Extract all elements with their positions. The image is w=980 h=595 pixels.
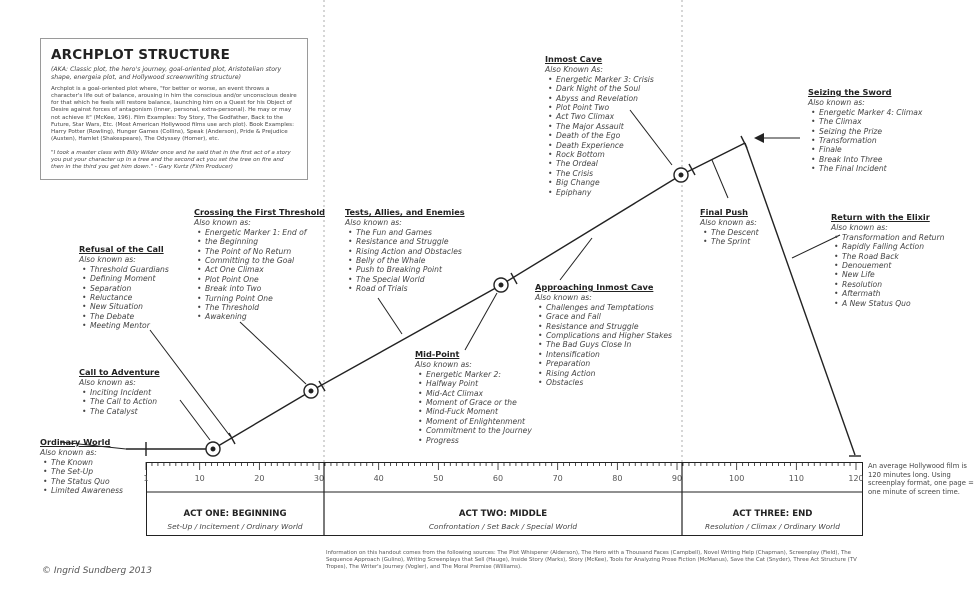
stage-aka-item: • Energetic Marker 4: Climax: [808, 108, 922, 117]
intro-body: Archplot is a goal-oriented plot where, "for better or worse, an event throws a character's life out of balance, arousing in him the conscious and/or unconscious desire for that which he feels will restore balance, launching him on a Quest for his Object of Desire against forces of antagonism (inner, personal, extra-personal). He may or may not achieve it" (McKee, 196). Film Examples: Toy Story, The Godfather, Back to the Future, Star Wars, Etc. (Most American Hollywood films use arch plot). Book Examples: Harry Potter (Rowling), Hunger Games (Collins), Speak (Anderson), Pride & Prejudice (Austen), Hamlet (Shakespeare), The Odyssey (Homer), etc.: [51, 85, 297, 143]
stage-aka-item: • Defining Moment: [79, 274, 169, 283]
axis-tick-label: 50: [433, 474, 444, 483]
act-two-subtitle: Confrontation / Set Back / Special World: [428, 522, 578, 531]
stage-aka-list: [194, 228, 325, 322]
stage-aka-item: • Resistance and Struggle: [345, 237, 465, 246]
stage-aka-item: • New Life: [831, 270, 944, 279]
axis-tick-label: 20: [254, 474, 265, 483]
stage-aka-item: • The Threshold: [194, 303, 325, 312]
stage-aka-item: • Transformation and Return: [831, 233, 944, 242]
stage-aka-item: • Limited Awareness: [40, 486, 123, 495]
stage-aka-item: • Road of Trials: [345, 284, 465, 293]
stage-aka-item: • Plot Point One: [194, 275, 325, 284]
stage-aka-item: • Inciting Incident: [79, 388, 160, 397]
copyright: © Ingrid Sundberg 2013: [42, 566, 152, 576]
stage-approaching-inmost-cave: [535, 283, 672, 387]
leader-call: [180, 400, 210, 440]
stage-aka-item: • Obstacles: [535, 378, 672, 387]
stage-aka-label: Also known as:: [40, 448, 97, 458]
stage-aka-item: • Epiphany: [545, 188, 654, 197]
stage-aka-label: Also known as:: [535, 293, 592, 303]
stage-aka-list: [79, 265, 169, 331]
stage-aka-label: Also known as:: [700, 218, 757, 228]
stage-aka-item: • The Debate: [79, 312, 169, 321]
stage-aka-list: [700, 228, 759, 247]
act-one-title: ACT ONE: BEGINNING: [183, 509, 287, 519]
stage-aka-item: • Dark Night of the Soul: [545, 84, 654, 93]
stage-aka-list: [345, 228, 465, 294]
stage-title: Ordinary World: [40, 437, 111, 447]
stage-title: Approaching Inmost Cave: [535, 282, 654, 292]
stage-aka-item: • Mid-Act Climax: [415, 389, 532, 398]
stage-title: Mid-Point: [415, 349, 460, 359]
stage-aka-item: • The Set-Up: [40, 467, 123, 476]
stage-aka-list: [535, 303, 672, 388]
stage-aka-item: • The Ordeal: [545, 159, 654, 168]
stage-aka-item: • The Bad Guys Close In: [535, 340, 672, 349]
axis-tick-label: 110: [788, 474, 804, 483]
act-three-title: ACT THREE: END: [732, 509, 813, 519]
plot-tick: [689, 164, 695, 175]
stage-aka-item: • Death of the Ego: [545, 131, 654, 140]
stage-aka-item: • The Known: [40, 458, 123, 467]
leader-final-push: [712, 160, 728, 198]
stage-aka-item: • Resistance and Struggle: [535, 322, 672, 331]
stage-aka-item: • Transformation: [808, 136, 922, 145]
stage-title: Seizing the Sword: [808, 87, 892, 97]
stage-aka-item: • The Road Back: [831, 252, 944, 261]
axis-tick-label: 120: [848, 474, 864, 483]
stage-aka-item: • Progress: [415, 436, 532, 445]
stage-aka-list: [415, 370, 532, 445]
plot-line-act-one: [213, 391, 311, 449]
leader-threshold: [240, 322, 306, 384]
stage-aka-item: • Rising Action and Obstacles: [345, 247, 465, 256]
axis-tick-label: 10: [194, 474, 205, 483]
stage-aka-item: • Separation: [79, 284, 169, 293]
stage-aka-item: • Abyss and Revelation: [545, 94, 654, 103]
stage-aka-list: [808, 108, 922, 174]
stage-aka-item: • Commitment to the Journey: [415, 426, 532, 435]
stage-aka-item: • Awakening: [194, 312, 325, 321]
leader-midpoint: [465, 293, 497, 350]
stage-aka-item: • Rock Bottom: [545, 150, 654, 159]
stage-aka-item: • Halfway Point: [415, 379, 532, 388]
stage-title: Final Push: [700, 207, 748, 217]
stage-aka-item: • the Beginning: [194, 237, 325, 246]
stage-aka-list: [831, 233, 944, 308]
stage-aka-item: • Act One Climax: [194, 265, 325, 274]
axis-tick-label: 60: [492, 474, 504, 483]
stage-aka-label: Also known as:: [345, 218, 402, 228]
stage-aka-item: • Meeting Mentor: [79, 321, 169, 330]
stage-aka-item: • The Point of No Return: [194, 247, 325, 256]
stage-title: Inmost Cave: [545, 54, 603, 64]
stage-aka-item: • Energetic Marker 1: End of: [194, 228, 325, 237]
stage-aka-item: • Rapidly Falling Action: [831, 242, 944, 251]
stage-aka-item: • The Climax: [808, 117, 922, 126]
stage-aka-label: Also known as:: [194, 218, 251, 228]
act-three-subtitle: Resolution / Climax / Ordinary World: [705, 522, 840, 531]
stage-aka-label: Also known as:: [831, 223, 888, 233]
stage-mid-point: [415, 350, 532, 445]
stage-aka-item: • Resolution: [831, 280, 944, 289]
intro-title: ARCHPLOT STRUCTURE: [51, 47, 231, 63]
stage-aka-item: • Grace and Fall: [535, 312, 672, 321]
stage-aka-label: Also Known As:: [545, 65, 603, 75]
axis-tick-label: 70: [552, 474, 563, 483]
film-length-note: An average Hollywood film is 120 minutes long. Using screenplay format, one page = one minute of screen time.: [868, 462, 974, 496]
stage-aka-item: • The Status Quo: [40, 477, 123, 486]
stage-title: Call to Adventure: [79, 367, 160, 377]
stage-aka-item: • Belly of the Whale: [345, 256, 465, 265]
act-one-subtitle: Set-Up / Incitement / Ordinary World: [167, 522, 303, 531]
stage-aka-item: • Intensification: [535, 350, 672, 359]
stage-aka-item: • The Descent: [700, 228, 759, 237]
stage-aka-item: • The Crisis: [545, 169, 654, 178]
stage-aka-item: • Break Into Three: [808, 155, 922, 164]
act-two-title: ACT TWO: MIDDLE: [458, 509, 548, 519]
intro-box: [40, 38, 308, 180]
intro-aka: (AKA: Classic plot, the hero's journey, goal-oriented plot, Aristotelian story shape, energeia plot, and Hollywood screenwriting structure): [51, 66, 282, 81]
stage-aka-item: • The Final Incident: [808, 164, 922, 173]
stage-aka-item: • Reluctance: [79, 293, 169, 302]
stage-seizing-the-sword: [808, 88, 922, 174]
stage-call-to-adventure: [79, 368, 160, 416]
leader-tests: [378, 298, 402, 334]
stage-title: Tests, Allies, and Enemies: [345, 207, 465, 217]
stage-refusal-of-the-call: [79, 245, 169, 331]
stage-aka-list: [545, 75, 654, 197]
stage-tests-allies-enemies: [345, 208, 465, 294]
plot-tick: [741, 136, 747, 148]
stage-aka-item: • Energetic Marker 2:: [415, 370, 532, 379]
axis-tick-label: 40: [373, 474, 384, 483]
stage-title: Refusal of the Call: [79, 244, 164, 254]
stage-aka-item: • Challenges and Temptations: [535, 303, 672, 312]
plot-line-climb: [681, 143, 745, 175]
stage-return-with-the-elixir: [831, 213, 944, 308]
stage-aka-item: • Push to Breaking Point: [345, 265, 465, 274]
stage-aka-item: • The Catalyst: [79, 407, 160, 416]
sources-note: Information on this handout comes from the following sources: The Plot Whisperer (Alderson), The Hero with a Thousand Faces (Campbell), Novel Writing Help (Chapman), Screenplay (Field), The Sequence Approach (Gulino), Writing Screenplays that Sell (Hauge), Inside Story (Marks), Story (McKee), Tools for Analyzing Prose Fiction (McManus), Save the Cat (Snyder), Three Act Structure (TV Tropes), The Writer's Journey (Vogler), and The Moral Premise (Williams).: [326, 550, 857, 570]
stage-aka-item: • The Major Assault: [545, 122, 654, 131]
stage-aka-item: • Big Change: [545, 178, 654, 187]
stage-title: Crossing the First Threshold: [194, 207, 325, 217]
stage-aka-item: • Plot Point Two: [545, 103, 654, 112]
stage-aka-item: • Complications and Higher Stakes: [535, 331, 672, 340]
intro-quote: "I took a master class with Billy Wilder once and he said that in the first act of a story you put your character up in a tree and the second act you set the tree on fire and then in the third you get him down." - Gary Kurtz (Film Producer): [51, 149, 291, 171]
leader-approaching: [560, 238, 592, 280]
marker-inmost-cave: [674, 168, 688, 182]
stage-crossing-the-first-threshold: [194, 208, 325, 322]
stage-aka-item: • Moment of Enlightenment: [415, 417, 532, 426]
stage-aka-item: • Threshold Guardians: [79, 265, 169, 274]
stage-aka-list: [79, 388, 160, 416]
stage-aka-label: Also known as:: [79, 255, 136, 265]
stage-aka-item: • The Sprint: [700, 237, 759, 246]
stage-inmost-cave: [545, 55, 654, 197]
arrow-head: [754, 133, 764, 143]
axis-tick-label: 1: [143, 474, 149, 483]
stage-aka-item: • The Fun and Games: [345, 228, 465, 237]
stage-aka-item: • The Call to Action: [79, 397, 160, 406]
stage-aka-item: • A New Status Quo: [831, 299, 944, 308]
marker-threshold: [304, 384, 318, 398]
stage-aka-item: • Energetic Marker 3: Crisis: [545, 75, 654, 84]
stage-aka-item: • Denouement: [831, 261, 944, 270]
stage-title: Return with the Elixir: [831, 212, 930, 222]
stage-aka-item: • Rising Action: [535, 369, 672, 378]
stage-aka-list: [40, 458, 123, 496]
stage-aka-item: • Break into Two: [194, 284, 325, 293]
stage-aka-item: • Seizing the Prize: [808, 127, 922, 136]
axis-tick-label: 90: [671, 474, 683, 483]
stage-aka-item: • Turning Point One: [194, 294, 325, 303]
stage-aka-item: • New Situation: [79, 302, 169, 311]
stage-aka-label: Also known as:: [415, 360, 472, 370]
stage-aka-item: • Committing to the Goal: [194, 256, 325, 265]
leader-refusal: [150, 330, 230, 436]
axis-tick-label: 30: [313, 474, 325, 483]
axis-tick-label: 80: [612, 474, 623, 483]
stage-final-push: [700, 208, 759, 247]
stage-aka-item: • Mind-Fuck Moment: [415, 407, 532, 416]
stage-aka-item: • Preparation: [535, 359, 672, 368]
stage-aka-item: • Death Experience: [545, 141, 654, 150]
stage-aka-item: • Act Two Climax: [545, 112, 654, 121]
stage-aka-item: • The Special World: [345, 275, 465, 284]
stage-ordinary-world: [40, 438, 123, 495]
axis-tick-label: 100: [729, 474, 745, 483]
stage-aka-item: • Moment of Grace or the: [415, 398, 532, 407]
marker-midpoint: [494, 278, 508, 292]
marker-call: [206, 442, 220, 456]
stage-aka-label: Also known as:: [808, 98, 865, 108]
stage-aka-label: Also known as:: [79, 378, 136, 388]
stage-aka-item: • Aftermath: [831, 289, 944, 298]
stage-aka-item: • Finale: [808, 145, 922, 154]
